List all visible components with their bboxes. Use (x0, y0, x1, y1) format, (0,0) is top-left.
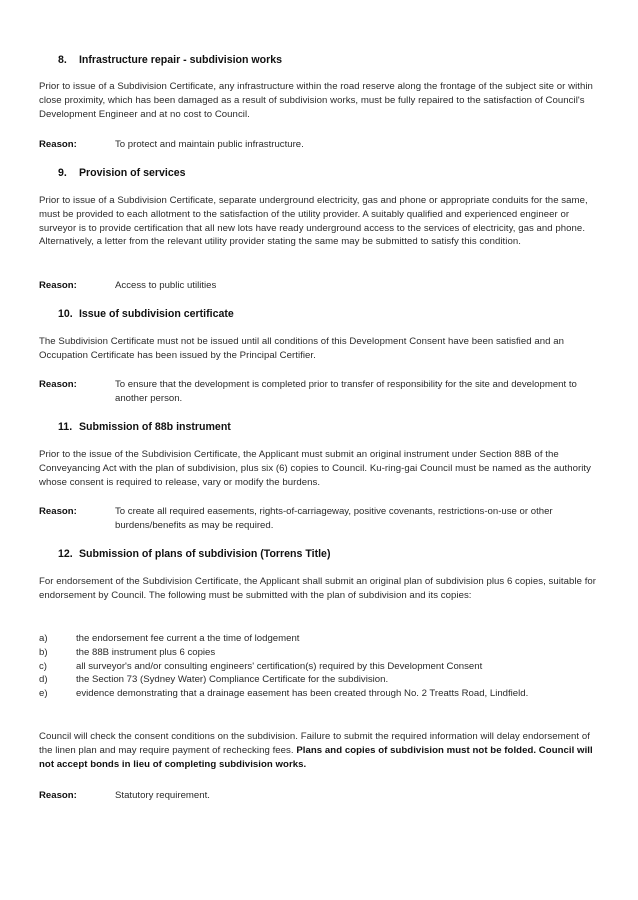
requirements-list (39, 632, 599, 701)
section-title: Submission of 88b instrument (78, 421, 231, 433)
reason-label: Reason: (39, 139, 77, 150)
closing-bold-text: Plans and copies of subdivision must not be folded. Council will not accept bonds in lieu of completing subdivision works. (39, 744, 593, 770)
list-text: all surveyor's and/or consulting engineers' certification(s) required by this Development Consent (76, 660, 483, 672)
list-item (39, 646, 599, 660)
list-item (39, 632, 599, 646)
section-9-heading (58, 167, 186, 179)
reason-label: Reason: (39, 280, 77, 291)
section-12-closing (39, 730, 599, 771)
section-title: Issue of subdivision certificate (78, 308, 234, 320)
section-11-body: Prior to the issue of the Subdivision Certificate, the Applicant must submit an original instrument under Section 88B of the Conveyancing Act with the plan of subdivision, plus six (6) copies to Council. Ku-ring-gai Council must be named as the authority whose consent is required to release, vary or modify the burdens. (39, 449, 591, 488)
list-marker: e) (39, 688, 48, 700)
section-8-body: Prior to issue of a Subdivision Certificate, any infrastructure within the road reserve along the frontage of the subject site or within close proximity, which has been damaged as a result of subdivision works, must be fully repaired to the satisfaction of Council's Development Engineer and at no cost to Council. (39, 81, 593, 120)
section-9-body: Prior to issue of a Subdivision Certificate, separate underground electricity, gas and phone or appropriate conduits for the same, must be provided to each allotment to the satisfaction of the utility provider. A suitably qualified and experienced engineer or surveyor is to provide certification that all new lots have ready underground access to the services of electricity, gas and phone. Alternatively, a letter from the relevant utility provider stating the same may be submitted to satisfy this condition. (39, 195, 588, 248)
section-number: 10. (58, 308, 73, 320)
list-marker: c) (39, 660, 47, 672)
list-text: the 88B instrument plus 6 copies (76, 646, 216, 658)
list-text: the endorsement fee current a the time of lodgement (76, 633, 300, 644)
section-number: 12. (58, 548, 73, 560)
section-11-heading (58, 421, 231, 433)
section-number: 11. (58, 421, 73, 433)
reason-text: To protect and maintain public infrastructure. (115, 139, 304, 150)
section-12-heading (58, 548, 330, 560)
section-title: Submission of plans of subdivision (Torrens Title) (78, 548, 331, 560)
reason-text: To ensure that the development is completed prior to transfer of responsibility for the site and development to another person. (115, 379, 577, 404)
section-8-heading (58, 54, 282, 66)
section-number: 8. (58, 54, 67, 66)
section-10-body: The Subdivision Certificate must not be issued until all conditions of this Development Consent have been satisfied and an Occupation Certificate has been issued by the Principal Certifier. (39, 336, 564, 361)
reason-label: Reason: (39, 379, 77, 390)
list-item (39, 673, 599, 687)
reason-label: Reason: (39, 506, 77, 517)
reason-label: Reason: (39, 790, 77, 801)
section-title: Provision of services (78, 167, 186, 179)
list-marker: a) (39, 633, 48, 644)
section-12-body: For endorsement of the Subdivision Certificate, the Applicant shall submit an original plan of subdivision plus 6 copies, suitable for endorsement by Council. The following must be submitted with the plan of subdivision and its copies: (39, 576, 597, 601)
reason-text: Statutory requirement. (115, 790, 210, 801)
list-marker: b) (39, 646, 48, 658)
list-text: evidence demonstrating that a drainage easement has been created through No. 2 Treatts Road, Lindfield. (76, 688, 529, 700)
section-number: 9. (58, 167, 67, 179)
section-title: Infrastructure repair - subdivision works (78, 54, 283, 66)
closing-text: Council will check the consent conditions on the subdivision. Failure to submit the required information will delay endorsement of the linen plan and may require payment of rechecking fees. (39, 731, 590, 756)
list-text: the Section 73 (Sydney Water) Compliance Certificate for the subdivision. (76, 674, 389, 686)
list-marker: d) (39, 674, 48, 686)
reason-text: Access to public utilities (115, 280, 217, 291)
reason-text: To create all required easements, rights-of-carriageway, positive covenants, restrictions-on-use or other burdens/benefits as may be required. (115, 506, 553, 531)
list-item (39, 687, 599, 701)
section-10-heading (58, 308, 234, 320)
list-item (39, 660, 599, 674)
